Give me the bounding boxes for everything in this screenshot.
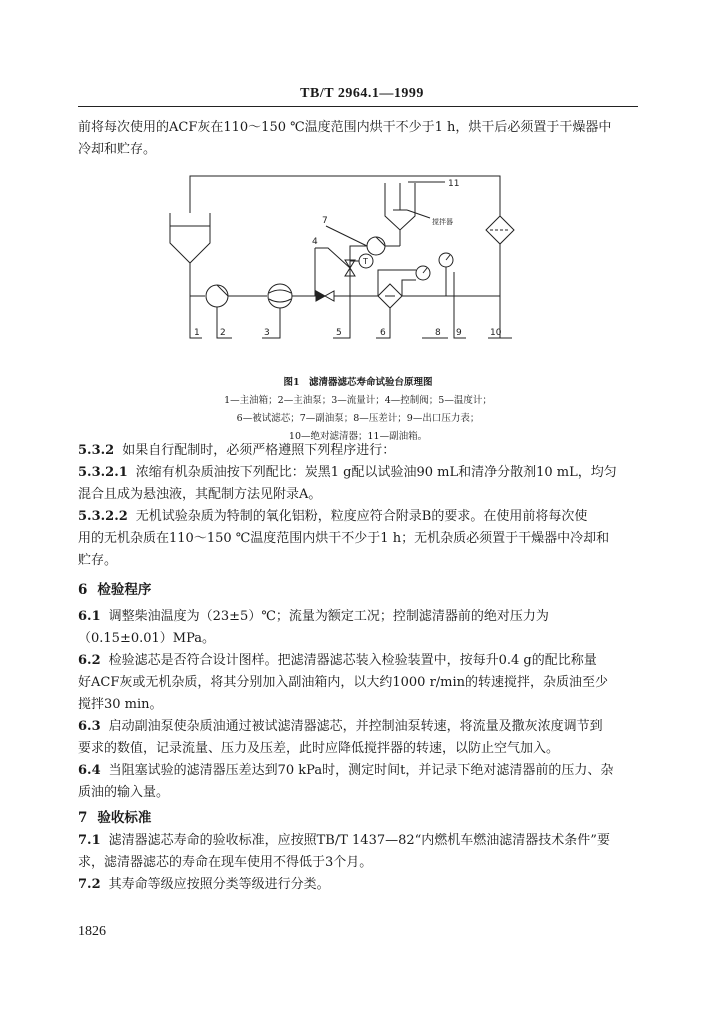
main-tank: [170, 213, 210, 263]
clause-line-1: 浓缩有机杂质油按下列配比：炭黑1 g配以试验油90 mL和清净分散剂10 mL，均匀: [135, 465, 617, 480]
clause-number: 6.1: [78, 609, 101, 624]
clause-line-1: 无机试验杂质为特制的氧化铝粉，粒度应符合附录B的要求。在使用前将每次使: [135, 509, 588, 524]
clause-line-2: 用的无机杂质在110～150 ℃温度范围内烘干不少于1 h；无机杂质必须置于干燥器中冷却和: [78, 531, 610, 546]
figure-title: 图1 滤清器滤芯寿命试验台原理图: [283, 377, 433, 388]
clause-number: 7.2: [78, 877, 101, 892]
section-number: 7: [78, 810, 88, 826]
section-6-heading: [78, 578, 151, 598]
figure-legend-line-1: 1—主油箱；2—主油泵；3—流量计；4—控制阀；5—温度计；: [224, 395, 492, 406]
clause-number: 6.4: [78, 763, 101, 778]
stirrer-label: 搅拌器: [432, 218, 453, 226]
label-10: 10: [490, 328, 502, 338]
clause-7-1: [78, 830, 638, 874]
main-pump-icon: [206, 285, 228, 307]
clause-line-2: 混合且成为悬浊液，其配制方法见附录A。: [78, 487, 322, 502]
figure-legend-line-3: 10—绝对滤清器；11—副油箱。: [288, 431, 428, 442]
clause-6-3: [78, 716, 638, 760]
label-5: 5: [336, 328, 342, 338]
clause-line-3: 搅拌30 min。: [78, 697, 163, 712]
clause-5-3-2-1: [78, 462, 638, 506]
clause-line-1: 启动副油泵使杂质油通过被试滤清器滤芯，并控制油泵转速，将流量及撒灰浓度调节到: [108, 719, 603, 734]
clause-line-1: 检验滤芯是否符合设计图样。把滤清器滤芯装入检验装置中，按每升0.4 g的配比称量: [108, 653, 597, 668]
intro-line-1: 前将每次使用的ACF灰在110～150 ℃温度范围内烘干不少于1 h，烘干后必须置于干燥器中: [78, 120, 612, 135]
clause-number: 5.3.2: [78, 443, 115, 458]
test-filter-icon: [378, 284, 402, 308]
label-4: 4: [312, 237, 318, 247]
auxiliary-tank: [385, 183, 415, 230]
check-valve-icon: [316, 291, 334, 301]
clause-line-2: （0.15±0.01）MPa。: [78, 631, 216, 646]
outlet-pressure-gauge-icon: [439, 253, 453, 267]
clause-7-2: [78, 874, 638, 896]
gauge-line: [402, 280, 416, 296]
label-11: 11: [448, 179, 460, 189]
label-3: 3: [264, 328, 270, 338]
clause-line-2: 求，滤清器滤芯的寿命在现车使用不得低于3个月。: [78, 855, 373, 870]
thermometer-t-label: T: [363, 257, 368, 266]
label-9: 9: [456, 328, 462, 338]
clause-line-2: 质油的输入量。: [78, 785, 170, 800]
clause-line-2: 要求的数值，记录流量、压力及压差，此时应降低搅拌器的转速，以防止空气加入。: [78, 741, 560, 756]
clause-line-1: 滤清器滤芯寿命的验收标准，应按照TB/T 1437—82“内燃机车燃油滤清器技术条件”要: [108, 833, 610, 848]
page-number: 1826: [78, 924, 106, 939]
clause-5-3-2-2: [78, 506, 638, 572]
clause-5-3-2: [78, 440, 638, 462]
clause-number: 7.1: [78, 833, 101, 848]
flowmeter-icon: [268, 284, 292, 308]
document-code-header: TB/T 2964.1—1999: [300, 86, 424, 101]
test-bench-schematic: [150, 168, 570, 358]
clause-text: 如果自行配制时，必须严格遵照下列程序进行：: [122, 443, 396, 458]
clause-line-3: 贮存。: [78, 553, 118, 568]
section-number: 6: [78, 582, 88, 598]
clause-number: 5.3.2.2: [78, 509, 128, 524]
leader-7: [326, 226, 367, 246]
figure-legend-line-2: 6—被试滤芯；7—副油泵；8—压差计；9—出口压力表；: [236, 413, 480, 424]
clause-text: 其寿命等级应按照分类等级进行分类。: [108, 877, 330, 892]
section-title: 检验程序: [97, 582, 152, 598]
label-8: 8: [435, 328, 441, 338]
section-7-heading: [78, 806, 151, 826]
label-2: 2: [220, 328, 226, 338]
clause-6-1: [78, 606, 638, 650]
clause-line-1: 当阻塞试验的滤清器压差达到70 kPa时，测定时间t，并记录下绝对滤清器前的压力、杂: [108, 763, 614, 778]
label-1: 1: [194, 328, 200, 338]
clause-number: 5.3.2.1: [78, 465, 128, 480]
clause-number: 6.3: [78, 719, 101, 734]
intro-paragraph: [78, 117, 638, 161]
clause-line-1: 调整柴油温度为（23±5）℃；流量为额定工况；控制滤清器前的绝对压力为: [108, 609, 549, 624]
header-rule: [78, 106, 638, 107]
figure-caption: [78, 374, 638, 446]
clause-line-2: 好ACF灰或无机杂质，将其分别加入副油箱内，以大约1000 r/min的转速搅拌，杂质油至少: [78, 675, 609, 690]
leader-4: [315, 248, 350, 268]
label-7: 7: [322, 216, 328, 226]
aux-feed-line: [350, 246, 367, 296]
clause-6-2: [78, 650, 638, 716]
differential-pressure-gauge-icon: [416, 266, 430, 280]
clause-number: 6.2: [78, 653, 101, 668]
label-6: 6: [380, 328, 386, 338]
absolute-filter-icon: [486, 216, 514, 244]
intro-line-2: 冷却和贮存。: [78, 142, 157, 157]
stirrer-leader-line: [407, 210, 430, 218]
clause-6-4: [78, 760, 638, 804]
section-title: 验收标准: [97, 810, 152, 826]
auxiliary-pump-icon: [367, 237, 385, 255]
